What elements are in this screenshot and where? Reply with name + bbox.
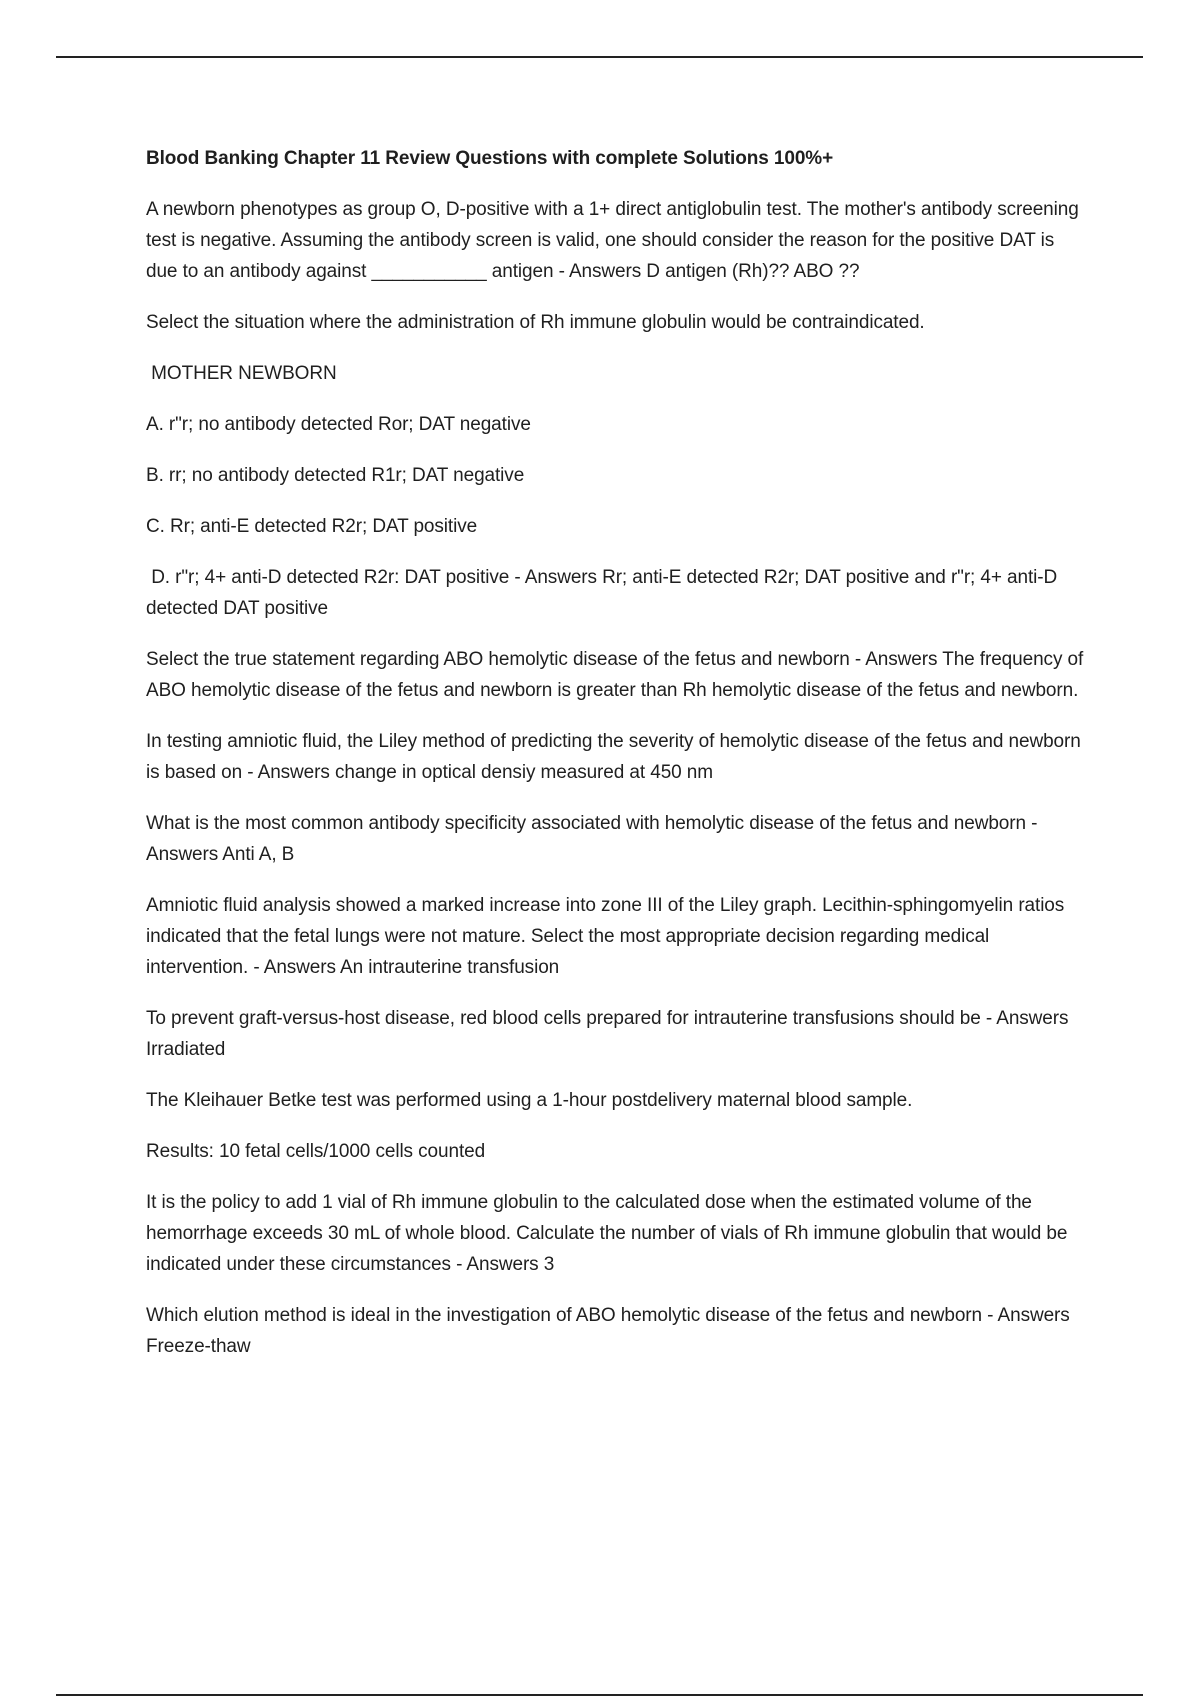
paragraph-q1: A newborn phenotypes as group O, D-positive with a 1+ direct antiglobulin test. The mother's antibody screening test is negative. Assuming the antibody screen is valid, one should consider the reason for the positive DAT is due to an antibody against ___________ antigen - Answers D antigen (Rh)?? ABO ?? (146, 199, 1079, 282)
paragraph-q2-option-c: C. Rr; anti-E detected R2r; DAT positive (146, 516, 478, 537)
paragraph-q8-results: Results: 10 fetal cells/1000 cells counted (146, 1141, 486, 1162)
document-title: Blood Banking Chapter 11 Review Questions with complete Solutions 100%+ (146, 148, 834, 169)
paragraph-q2-option-a: A. r"r; no antibody detected Ror; DAT negative (146, 414, 531, 435)
paragraph-q2-option-d: D. r"r; 4+ anti-D detected R2r: DAT positive - Answers Rr; anti-E detected R2r; DAT positive and r"r; 4+ anti-D detected DAT positive (146, 567, 1063, 619)
paragraph-q5: What is the most common antibody specificity associated with hemolytic disease of the fetus and newborn - Answers Anti A, B (146, 813, 1038, 865)
paragraph-q2-header: MOTHER NEWBORN (146, 363, 337, 384)
paragraph-q8-stem: The Kleihauer Betke test was performed using a 1-hour postdelivery maternal blood sample. (146, 1090, 913, 1111)
paragraph-q9: Which elution method is ideal in the investigation of ABO hemolytic disease of the fetus and newborn - Answers Freeze-thaw (146, 1305, 1070, 1357)
paragraph-q4: In testing amniotic fluid, the Liley method of predicting the severity of hemolytic disease of the fetus and newborn is based on - Answers change in optical densiy measured at 450 nm (146, 731, 1081, 783)
paragraph-q6: Amniotic fluid analysis showed a marked increase into zone III of the Liley graph. Lecithin-sphingomyelin ratios indicated that the fetal lungs were not mature. Select the most appropriate decision regarding medical intervention. - Answers An intrauterine transfusion (146, 895, 1065, 978)
document-body (146, 144, 1086, 1382)
footer-rule (56, 1694, 1143, 1696)
paragraph-q7: To prevent graft-versus-host disease, red blood cells prepared for intrauterine transfusions should be - Answers Irradiated (146, 1008, 1069, 1060)
header-rule (56, 56, 1143, 58)
paragraph-q2-option-b: B. rr; no antibody detected R1r; DAT negative (146, 465, 525, 486)
paragraph-q8-question: It is the policy to add 1 vial of Rh immune globulin to the calculated dose when the estimated volume of the hemorrhage exceeds 30 mL of whole blood. Calculate the number of vials of Rh immune globulin that would be indicated under these circumstances - Answers 3 (146, 1192, 1068, 1275)
paragraph-q3: Select the true statement regarding ABO hemolytic disease of the fetus and newborn - Answers The frequency of ABO hemolytic disease of the fetus and newborn is greater than Rh hemolytic disease of the fetus and newborn. (146, 649, 1084, 701)
paragraph-q2-stem: Select the situation where the administration of Rh immune globulin would be contraindicated. (146, 312, 925, 333)
